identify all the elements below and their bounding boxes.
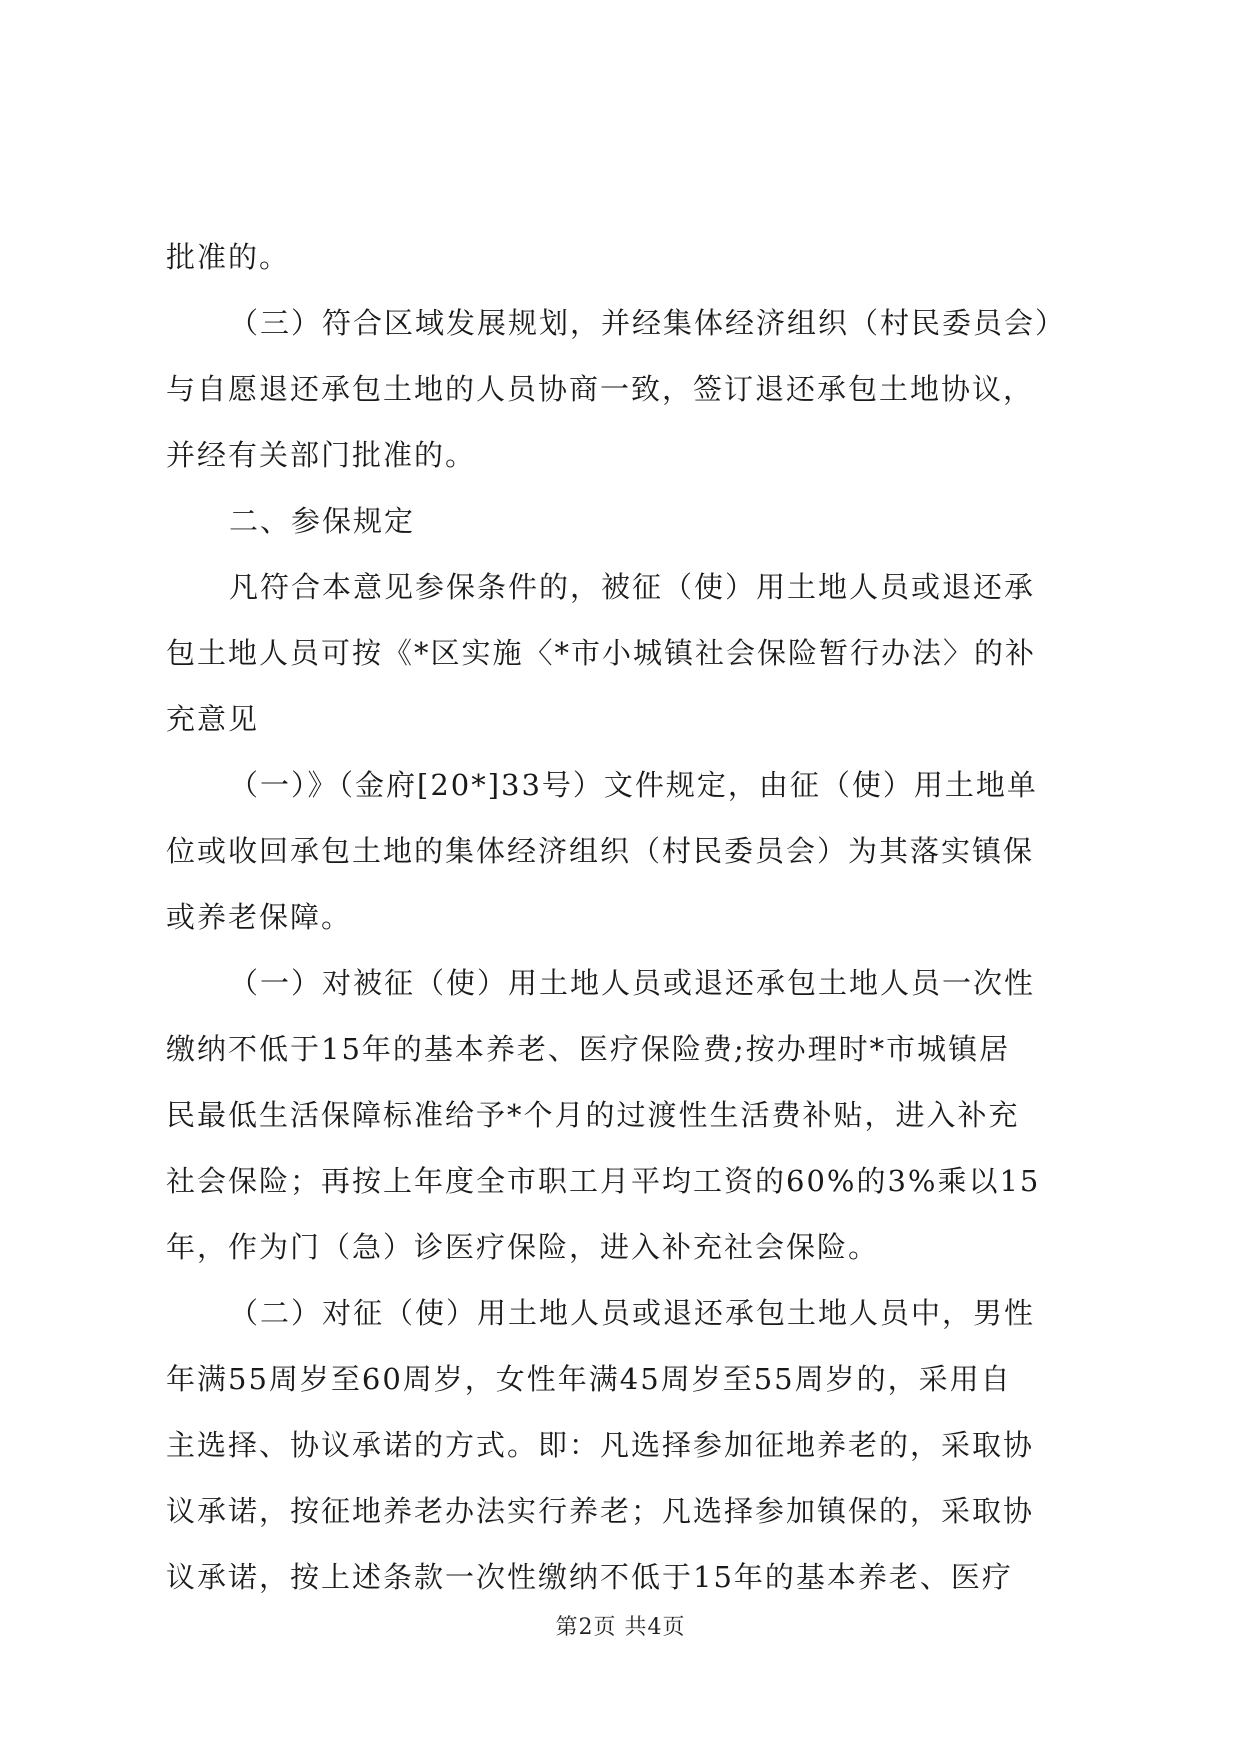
text-line: 充意见 [166, 702, 260, 736]
text-line: 并经有关部门批准的。 [166, 438, 477, 472]
text-line: 位或收回承包土地的集体经济组织（村民委员会）为其落实镇保 [166, 834, 1035, 868]
text-line: 社会保险；再按上年度全市职工月平均工资的60%的3%乘以15 [166, 1164, 1041, 1198]
text-line: 议承诺，按上述条款一次性缴纳不低于15年的基本养老、医疗 [166, 1560, 1013, 1594]
text-line: 主选择、协议承诺的方式。即：凡选择参加征地养老的，采取协 [166, 1428, 1035, 1462]
text-line: 年满55周岁至60周岁，女性年满45周岁至55周岁的，采用自 [166, 1362, 1012, 1396]
text-line: 批准的。 [166, 240, 291, 274]
text-line: 或养老保障。 [166, 900, 353, 934]
page-footer: 第2页 共4页 [555, 1615, 686, 1640]
text-line: （三）符合区域发展规划，并经集体经济组织（村民委员会） [229, 306, 1067, 340]
text-line: （二）对征（使）用土地人员或退还承包土地人员中，男性 [229, 1296, 1036, 1330]
text-line: 年，作为门（急）诊医疗保险，进入补充社会保险。 [166, 1230, 880, 1264]
document-body [166, 224, 1088, 1610]
text-line: （一）》（金府[20*]33号）文件规定，由征（使）用土地单 [229, 768, 1038, 802]
text-line: 与自愿退还承包土地的人员协商一致，签订退还承包土地协议， [166, 372, 1035, 406]
text-line: 民最低生活保障标准给予*个月的过渡性生活费补贴，进入补充 [166, 1098, 1020, 1132]
text-line: 议承诺，按征地养老办法实行养老；凡选择参加镇保的，采取协 [166, 1494, 1035, 1528]
text-line: 凡符合本意见参保条件的，被征（使）用土地人员或退还承 [229, 570, 1036, 604]
text-line: （一）对被征（使）用土地人员或退还承包土地人员一次性 [229, 966, 1036, 1000]
text-line: 包土地人员可按《*区实施〈*市小城镇社会保险暂行办法〉的补 [166, 636, 1037, 670]
text-line: 二、参保规定 [229, 504, 416, 538]
text-line: 缴纳不低于15年的基本养老、医疗保险费;按办理时*市城镇居 [166, 1032, 1011, 1066]
